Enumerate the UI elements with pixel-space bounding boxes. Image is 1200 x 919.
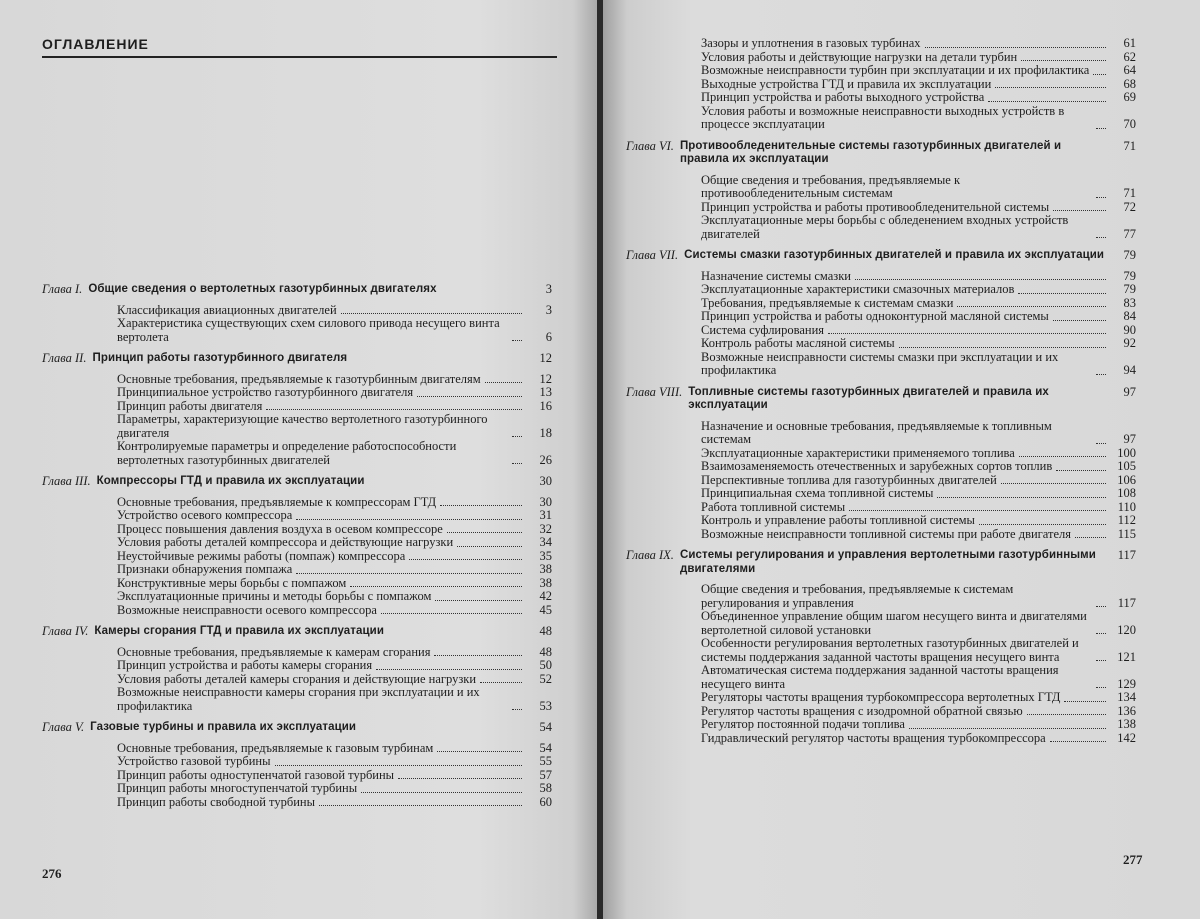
toc-entry-page: 35: [539, 548, 552, 563]
toc-entry: [626, 351, 1136, 378]
page-number-left: 276: [42, 866, 62, 881]
chapter-label: Глава III.: [42, 474, 91, 488]
toc-entry-text: Контроль и управление работы топливной системы: [701, 513, 975, 527]
chapter-title: Принцип работы газотурбинного двигателя: [92, 352, 348, 364]
dot-leader: [909, 728, 1106, 729]
toc-entry-text: Возможные неисправности осевого компрессора: [117, 602, 377, 617]
toc-entry-page: 83: [1123, 295, 1136, 310]
dot-leader: [1001, 483, 1106, 484]
toc-entry-page: 18: [539, 425, 552, 440]
dot-leader: [376, 669, 522, 670]
toc-entry: [626, 637, 1136, 664]
toc-entry-page: 84: [1123, 309, 1136, 323]
dot-leader: [979, 524, 1106, 525]
toc-entry-page: 71: [1123, 186, 1136, 200]
toc-entry: [626, 691, 1136, 705]
toc-entry-text: Эксплуатационные причины и методы борьбы с помпажом: [117, 589, 432, 603]
toc-entry: [626, 514, 1136, 528]
toc-entry: [42, 304, 552, 318]
toc-entry: [626, 51, 1136, 65]
toc-entry: [626, 460, 1136, 474]
toc-entry: [42, 659, 552, 673]
chapter-title: Системы смазки газотурбинных двигателей и правила их эксплуатации: [684, 249, 1105, 261]
dot-leader: [1027, 714, 1106, 715]
toc-entry-text: Взаимозаменяемость отечественных и зарубежных сортов топлив: [701, 459, 1053, 473]
chapter-heading: [42, 625, 552, 639]
toc-right-column: [626, 37, 1136, 745]
chapter-page: 97: [1123, 384, 1136, 399]
dot-leader: [381, 613, 522, 614]
toc-entry-page: 38: [539, 562, 552, 576]
right-page: [603, 0, 1200, 919]
dot-leader: [855, 279, 1106, 280]
dot-leader: [1096, 443, 1106, 444]
chapter-label: Глава VII.: [626, 248, 679, 262]
toc-entry: [626, 528, 1136, 542]
chapter-label: Глава V.: [42, 720, 85, 734]
dot-leader: [266, 409, 522, 410]
chapter-heading: [626, 249, 1136, 263]
toc-entry-page: 120: [1117, 622, 1136, 637]
toc-entry-page: 134: [1117, 690, 1136, 704]
dot-leader: [937, 497, 1106, 498]
dot-leader: [1096, 374, 1106, 375]
left-page: [0, 0, 597, 919]
toc-entry-text: Работа топливной системы: [701, 499, 846, 514]
dot-leader: [1075, 537, 1106, 538]
chapter-page: 30: [539, 474, 552, 488]
toc-entry: [626, 105, 1136, 132]
toc-entry-text: Назначение и основные требования, предъявляемые к топливным системам: [701, 418, 1052, 446]
chapter-title: Системы регулирования и управления вертолетными газотурбинными двигателями: [679, 549, 1096, 575]
toc-entry-page: 90: [1123, 322, 1136, 337]
dot-leader: [1018, 293, 1106, 294]
toc-entry: [626, 501, 1136, 515]
toc-entry-page: 6: [545, 329, 552, 344]
chapter-label: Глава IX.: [626, 548, 674, 562]
toc-entry-page: 57: [539, 767, 552, 782]
dot-leader: [296, 573, 522, 574]
toc-entry-page: 68: [1123, 76, 1136, 91]
toc-entry: [626, 201, 1136, 215]
toc-entry-text: Принцип устройства и работы выходного устройства: [701, 90, 985, 104]
dot-leader: [437, 751, 522, 752]
toc-entry: [626, 310, 1136, 324]
dot-leader: [275, 765, 522, 766]
toc-entry-page: 79: [1123, 268, 1136, 283]
toc-entry-text: Общие сведения и требования, предъявляемые к системам регулирования и управления: [701, 582, 1014, 610]
chapter-page: 48: [539, 624, 552, 638]
toc-entry-text: Эксплуатационные характеристики смазочных материалов: [701, 282, 1015, 296]
toc-entry: [626, 214, 1136, 241]
dot-leader: [319, 805, 522, 806]
chapter-label: Глава IV.: [42, 624, 89, 638]
toc-entry-text: Процесс повышения давления воздуха в осевом компрессоре: [117, 521, 443, 536]
chapter-page: 3: [545, 282, 552, 296]
dot-leader: [512, 709, 522, 710]
toc-entry-text: Характеристика существующих схем силового привода несущего винта вертолета: [117, 316, 500, 344]
toc-entry-page: 53: [539, 698, 552, 713]
toc-entry: [42, 646, 552, 660]
dot-leader: [435, 600, 522, 601]
toc-entry: [42, 782, 552, 796]
toc-entry-text: Регулятор частоты вращения с изодромной обратной связью: [701, 703, 1023, 718]
toc-entry: [42, 604, 552, 618]
chapter-label: Глава II.: [42, 351, 87, 365]
toc-entry: [42, 673, 552, 687]
toc-entry-text: Условия работы и действующие нагрузки на детали турбин: [701, 49, 1018, 64]
chapter-label: Глава VIII.: [626, 384, 683, 399]
toc-entry-page: 38: [539, 575, 552, 590]
toc-entry: [626, 447, 1136, 461]
toc-entry: [42, 742, 552, 756]
toc-entry-text: Основные требования, предъявляемые к газотурбинным двигателям: [117, 371, 481, 386]
page-number-right: 277: [1123, 852, 1143, 867]
dot-leader: [447, 532, 522, 533]
toc-entry-text: Классификация авиационных двигателей: [117, 302, 337, 317]
toc-entry-text: Эксплуатационные характеристики применяемого топлива: [701, 445, 1015, 460]
toc-entry: [626, 91, 1136, 105]
toc-entry-page: 108: [1117, 486, 1136, 500]
dot-leader: [1019, 456, 1106, 457]
toc-entry-page: 100: [1117, 445, 1136, 460]
toc-entry-page: 55: [539, 754, 552, 768]
toc-entry: [626, 610, 1136, 637]
chapter-title: Топливные системы газотурбинных двигателей и правила их эксплуатации: [688, 385, 1049, 411]
toc-entry-page: 64: [1123, 63, 1136, 77]
toc-entry-page: 77: [1123, 226, 1136, 241]
toc-entry-page: 58: [539, 781, 552, 795]
dot-leader: [1053, 210, 1106, 211]
dot-leader: [1053, 320, 1106, 321]
toc-entry: [626, 337, 1136, 351]
toc-entry-text: Принципиальная схема топливной системы: [701, 486, 934, 500]
chapter-title: Противообледенительные системы газотурбинных двигателей и правила их эксплуатации: [679, 139, 1062, 165]
toc-entry-page: 16: [539, 398, 552, 413]
toc-entry: [626, 732, 1136, 746]
toc-entry-page: 136: [1117, 703, 1136, 718]
dot-leader: [417, 396, 522, 397]
chapter-title: Общие сведения о вертолетных газотурбинных двигателях: [88, 283, 437, 295]
toc-entry: [626, 487, 1136, 501]
toc-entry: [42, 400, 552, 414]
toc-entry: [42, 386, 552, 400]
toc-entry-text: Назначение системы смазки: [701, 268, 851, 283]
toc-entry: [42, 413, 552, 440]
toc-entry-page: 52: [539, 671, 552, 686]
dot-leader: [957, 306, 1106, 307]
dot-leader: [512, 340, 522, 341]
toc-entry-page: 70: [1123, 117, 1136, 131]
toc-entry: [626, 64, 1136, 78]
chapter-heading: [42, 283, 552, 297]
dot-leader: [899, 347, 1106, 348]
toc-entry: [626, 78, 1136, 92]
toc-entry-page: 45: [539, 602, 552, 617]
chapter-label: Глава I.: [42, 282, 83, 296]
toc-entry: [626, 324, 1136, 338]
toc-entry: [42, 523, 552, 537]
chapter-label: Глава VI.: [626, 138, 674, 153]
toc-entry-text: Основные требования, предъявляемые к газовым турбинам: [117, 740, 434, 755]
toc-entry-page: 62: [1123, 49, 1136, 64]
toc-entry-page: 32: [539, 521, 552, 536]
toc-entry-page: 69: [1123, 90, 1136, 104]
toc-entry-page: 61: [1123, 36, 1136, 50]
toc-entry: [42, 317, 552, 344]
dot-leader: [1064, 701, 1106, 702]
toc-entry-page: 30: [539, 494, 552, 509]
toc-entry-text: Принцип работы свободной турбины: [117, 794, 315, 809]
toc-entry-page: 72: [1123, 199, 1136, 214]
chapter-title: Камеры сгорания ГТД и правила их эксплуатации: [94, 625, 385, 637]
toc-entry-page: 13: [539, 385, 552, 399]
toc-entry-text: Возможные неисправности турбин при эксплуатации и их профилактика: [701, 63, 1090, 77]
toc-entry-page: 117: [1117, 595, 1136, 610]
dot-leader: [480, 682, 522, 683]
toc-entry-text: Перспективные топлива для газотурбинных двигателей: [701, 472, 997, 487]
chapter-page: 54: [539, 720, 552, 734]
toc-entry-page: 115: [1117, 526, 1136, 541]
toc-entry-text: Регулятор постоянной подачи топлива: [701, 717, 905, 731]
toc-entry-text: Контроль работы масляной системы: [701, 336, 895, 350]
toc-entry-text: Общие сведения и требования, предъявляемые к противообледенительным системам: [701, 172, 961, 200]
toc-entry-text: Условия работы и возможные неисправности выходных устройств в процессе эксплуатации: [701, 103, 1065, 131]
toc-entry-page: 142: [1117, 730, 1136, 745]
dot-leader: [1096, 660, 1106, 661]
toc-entry: [42, 590, 552, 604]
dot-leader: [361, 792, 522, 793]
toc-entry-text: Признаки обнаружения помпажа: [117, 562, 293, 576]
dot-leader: [1096, 606, 1106, 607]
chapter-page: 79: [1123, 248, 1136, 262]
dot-leader: [440, 505, 522, 506]
toc-entry-text: Принцип устройства и работы одноконтурной масляной системы: [701, 309, 1049, 323]
dot-leader: [828, 333, 1106, 334]
toc-entry: [626, 718, 1136, 732]
dot-leader: [1096, 197, 1106, 198]
toc-entry-text: Объединенное управление общим шагом несущего винта и двигателями вертолетной силовой установки: [701, 609, 1087, 637]
toc-entry: [626, 420, 1136, 447]
toc-entry-page: 42: [539, 589, 552, 603]
toc-entry-page: 121: [1117, 649, 1136, 664]
dot-leader: [925, 47, 1106, 48]
toc-entry-page: 54: [539, 740, 552, 755]
dot-leader: [1096, 633, 1106, 634]
toc-entry: [42, 769, 552, 783]
chapter-heading: [626, 386, 1136, 413]
dot-leader: [849, 510, 1106, 511]
toc-entry-text: Система суфлирования: [701, 322, 825, 337]
toc-entry: [42, 550, 552, 564]
toc-entry: [626, 297, 1136, 311]
toc-entry-text: Возможные неисправности системы смазки при эксплуатации и их профилактика: [701, 349, 1059, 377]
chapter-title: Компрессоры ГТД и правила их эксплуатации: [96, 475, 365, 487]
dot-leader: [1050, 741, 1106, 742]
toc-entry-text: Параметры, характеризующие качество вертолетного газотурбинного двигателя: [117, 412, 488, 440]
chapter-heading: [42, 352, 552, 366]
dot-leader: [398, 778, 522, 779]
toc-entry-page: 3: [545, 302, 552, 317]
toc-entry-text: Основные требования, предъявляемые к компрессорам ГТД: [117, 494, 437, 509]
toc-entry-page: 105: [1117, 459, 1136, 473]
toc-entry: [42, 755, 552, 769]
dot-leader: [988, 101, 1106, 102]
toc-entry-text: Условия работы деталей камеры сгорания и действующие нагрузки: [117, 671, 477, 686]
dot-leader: [1056, 470, 1106, 471]
toc-entry-page: 110: [1117, 499, 1136, 514]
toc-entry-text: Конструктивные меры борьбы с помпажом: [117, 575, 347, 590]
chapter-title: Газовые турбины и правила их эксплуатации: [90, 721, 357, 733]
toc-entry-text: Устройство газовой турбины: [117, 754, 271, 768]
toc-entry: [42, 563, 552, 577]
chapter-heading: [42, 721, 552, 735]
chapter-page: 12: [539, 351, 552, 365]
toc-entry: [42, 509, 552, 523]
toc-entry: [42, 577, 552, 591]
dot-leader: [512, 463, 522, 464]
toc-title: ОГЛАВЛЕНИЕ: [42, 36, 149, 52]
toc-entry-text: Принципиальное устройство газотурбинного двигателя: [117, 385, 414, 399]
toc-entry-page: 26: [539, 452, 552, 467]
toc-entry-page: 138: [1117, 717, 1136, 731]
toc-entry: [626, 705, 1136, 719]
toc-entry-text: Неустойчивые режимы работы (помпаж) компрессора: [117, 548, 406, 563]
toc-entry: [626, 174, 1136, 201]
dot-leader: [434, 655, 522, 656]
dot-leader: [457, 546, 522, 547]
chapter-heading: [626, 140, 1136, 167]
toc-entry: [42, 686, 552, 713]
chapter-page: 71: [1123, 138, 1136, 153]
toc-entry-text: Требования, предъявляемые к системам смазки: [701, 295, 954, 310]
dot-leader: [350, 586, 522, 587]
toc-entry-text: Принцип устройства и работы противообледенительной системы: [701, 199, 1050, 214]
toc-entry-page: 112: [1117, 513, 1136, 527]
toc-entry: [42, 373, 552, 387]
toc-entry-text: Эксплуатационные меры борьбы с обледенением входных устройств двигателей: [701, 213, 1069, 241]
toc-entry: [626, 270, 1136, 284]
dot-leader: [512, 436, 522, 437]
dot-leader: [995, 87, 1106, 88]
dot-leader: [1093, 74, 1106, 75]
chapter-page: 117: [1117, 548, 1136, 562]
toc-entry-text: Регуляторы частоты вращения турбокомпрессора вертолетных ГТД: [701, 690, 1061, 704]
toc-entry: [626, 283, 1136, 297]
toc-entry-text: Возможные неисправности топливной системы при работе двигателя: [701, 526, 1072, 541]
toc-entry-page: 92: [1123, 336, 1136, 350]
toc-entry: [42, 796, 552, 810]
toc-entry-text: Зазоры и уплотнения в газовых турбинах: [701, 36, 921, 50]
toc-entry: [42, 440, 552, 467]
dot-leader: [1096, 128, 1106, 129]
toc-entry-text: Гидравлический регулятор частоты вращения турбокомпрессора: [701, 730, 1046, 745]
toc-entry: [42, 496, 552, 510]
toc-entry-page: 97: [1123, 432, 1136, 446]
toc-entry-page: 94: [1123, 363, 1136, 377]
toc-entry-page: 129: [1117, 676, 1136, 691]
title-rule: [42, 56, 557, 58]
toc-entry-page: 31: [539, 508, 552, 522]
dot-leader: [1021, 60, 1106, 61]
toc-entry-text: Принцип работы многоступенчатой турбины: [117, 781, 358, 795]
chapter-heading: [626, 549, 1136, 576]
dot-leader: [296, 519, 522, 520]
chapter-heading: [42, 475, 552, 489]
toc-left-column: [42, 283, 552, 809]
dot-leader: [1096, 237, 1106, 238]
toc-entry-text: Принцип работы одноступенчатой газовой турбины: [117, 767, 395, 782]
dot-leader: [1096, 687, 1106, 688]
toc-entry-page: 12: [539, 371, 552, 386]
toc-entry-page: 60: [539, 794, 552, 809]
dot-leader: [341, 313, 522, 314]
toc-entry-page: 79: [1123, 282, 1136, 296]
toc-entry-text: Возможные неисправности камеры сгорания при эксплуатации и их профилактика: [117, 685, 480, 713]
toc-entry-text: Принцип работы двигателя: [117, 398, 263, 413]
toc-entry: [42, 536, 552, 550]
toc-entry-page: 48: [539, 644, 552, 659]
toc-entry-text: Выходные устройства ГТД и правила их эксплуатации: [701, 76, 992, 91]
dot-leader: [485, 382, 522, 383]
toc-entry-page: 34: [539, 535, 552, 549]
toc-entry: [626, 583, 1136, 610]
toc-entry-text: Контролируемые параметры и определение работоспособности вертолетных газотурбинных двигателей: [117, 439, 457, 467]
dot-leader: [409, 559, 522, 560]
toc-entry: [626, 664, 1136, 691]
toc-entry: [626, 37, 1136, 51]
toc-entry: [626, 474, 1136, 488]
toc-entry-text: Условия работы деталей компрессора и действующие нагрузки: [117, 535, 454, 549]
toc-entry-page: 50: [539, 658, 552, 672]
toc-entry-text: Особенности регулирования вертолетных газотурбинных двигателей и системы поддержания заданной частоты вращения несущего винта: [701, 636, 1079, 664]
toc-entry-page: 106: [1117, 472, 1136, 487]
toc-entry-text: Принцип устройства и работы камеры сгорания: [117, 658, 373, 672]
toc-entry-text: Основные требования, предъявляемые к камерам сгорания: [117, 644, 431, 659]
toc-entry-text: Автоматическая система поддержания заданной частоты вращения несущего винта: [701, 663, 1059, 691]
toc-entry-text: Устройство осевого компрессора: [117, 508, 293, 522]
